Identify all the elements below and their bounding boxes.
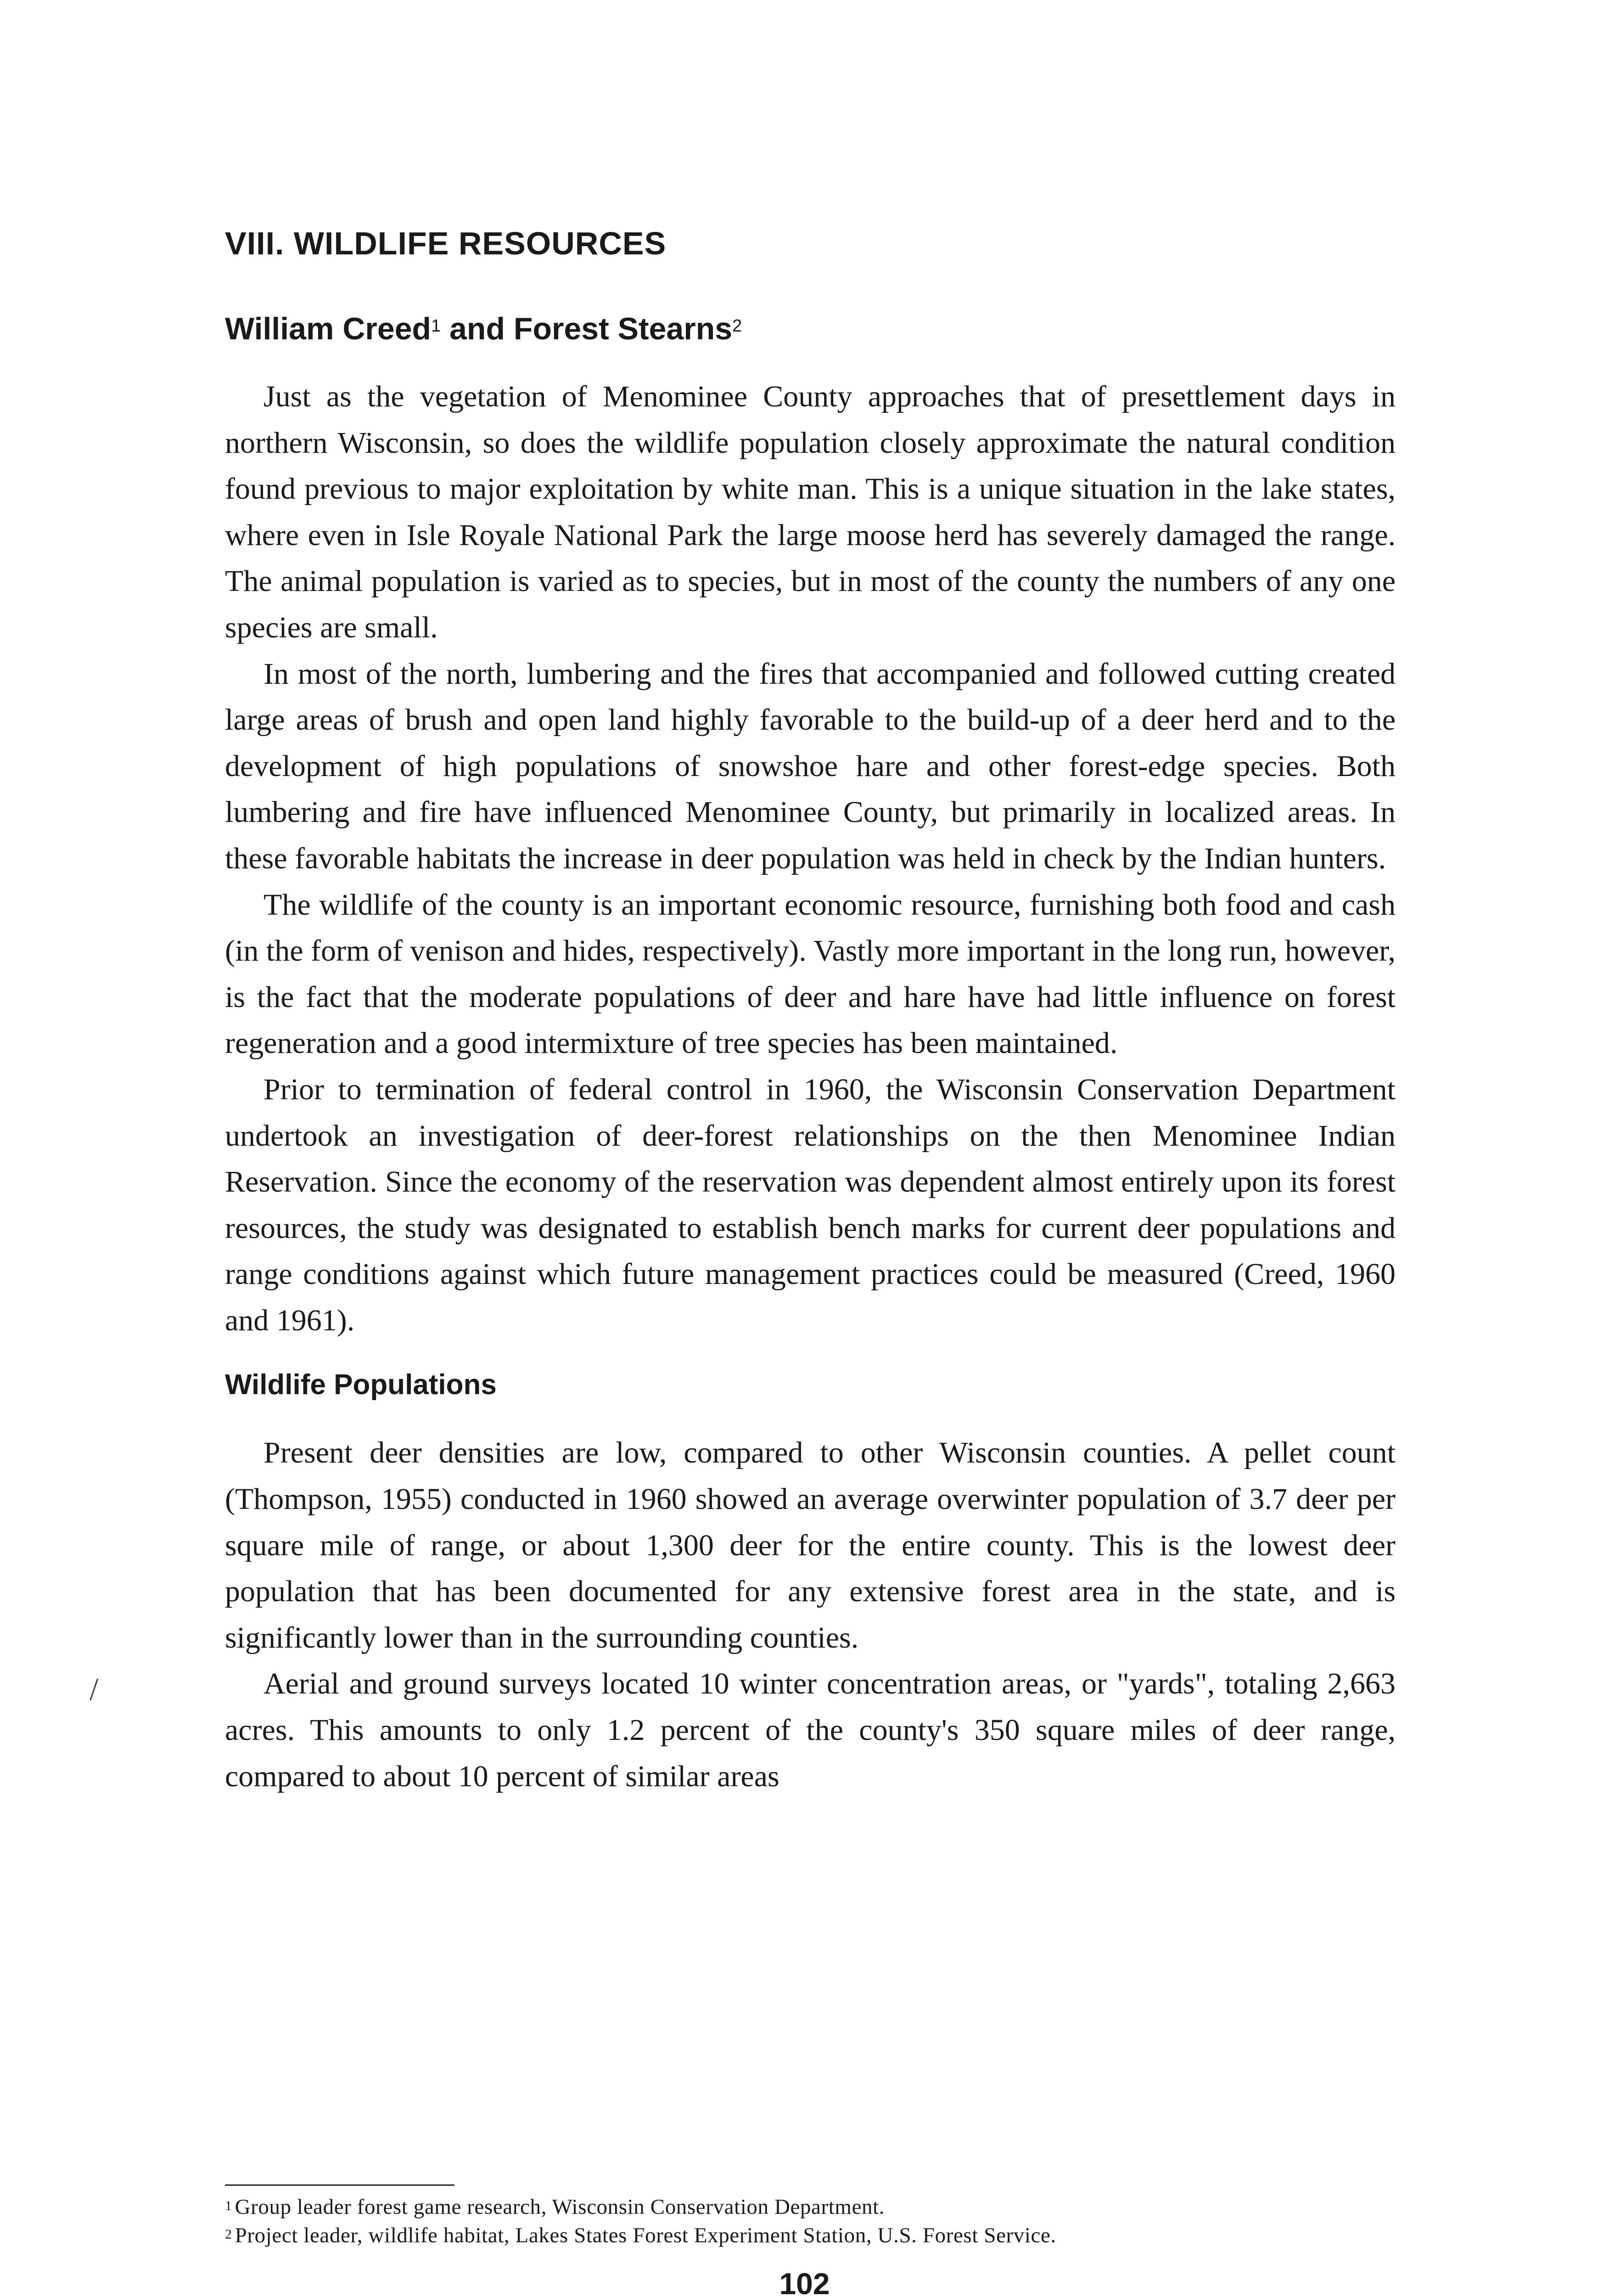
footnote-ref-1: 1 bbox=[431, 316, 441, 336]
footnote-ref-2: 2 bbox=[732, 316, 742, 336]
footnote-text: Group leader forest game research, Wisconsin Conservation Department. bbox=[235, 2195, 885, 2219]
paragraph: Just as the vegetation of Menominee County approaches that of presettlement days in northern Wisconsin, so does the wildlife population closely approximate the natural condition found previous to major exploitation by white man. This is a unique situation in the lake states, where even in Isle Royale National Park the large moose herd has severely damaged the range. The animal population is varied as to species, but in most of the county the numbers of any one species are small. bbox=[225, 380, 1396, 644]
paragraph: The wildlife of the county is an important economic resource, furnishing both food and cash (in the form of venison and hides, respectively). Vastly more important in the long run, however, is the fact that the moderate populations of deer and hare have had little influence on forest regeneration and a good intermixture of tree species has been maintained. bbox=[225, 888, 1396, 1060]
footnote-text: Project leader, wildlife habitat, Lakes States Forest Experiment Station, U.S. Forest Service. bbox=[235, 2223, 1056, 2247]
author-stearns: Forest Stearns bbox=[513, 311, 733, 346]
page-content bbox=[225, 220, 1396, 1800]
margin-pencil-mark: / bbox=[90, 1672, 99, 1707]
author-creed: William Creed bbox=[225, 311, 432, 346]
section-heading-wildlife-populations: Wildlife Populations bbox=[225, 1369, 497, 1401]
paragraph: Present deer densities are low, compared to other Wisconsin counties. A pellet count (Thompson, 1955) conducted in 1960 showed an average overwinter population of 3.7 deer per square mile of range, or about 1,300 deer for the entire county. This is the lowest deer population that has been documented for any extensive forest area in the state, and is significantly lower than in the surrounding counties. bbox=[225, 1436, 1396, 1654]
footnote-divider bbox=[225, 2184, 454, 2186]
authors-conjunction: and bbox=[441, 311, 514, 346]
body-text bbox=[225, 374, 1396, 1800]
paragraph: Prior to termination of federal control in 1960, the Wisconsin Conservation Department undertook an investigation of deer-forest relationships on the then Menominee Indian Reservation. Since the economy of the reservation was dependent almost entirely upon its forest resources, the study was designated to establish bench marks for current deer populations and range conditions against which future management practices could be measured (Creed, 1960 and 1961). bbox=[225, 1072, 1396, 1337]
footnote-marker: 1 bbox=[225, 2198, 232, 2213]
paragraph: Aerial and ground surveys located 10 winter concentration areas, or "yards", totaling 2,663 acres. This amounts to only 1.2 percent of the county's 350 square miles of deer range, compared to about 10 percent of similar areas bbox=[225, 1667, 1396, 1793]
footnote-1 bbox=[225, 2193, 1400, 2221]
footnote-marker: 2 bbox=[225, 2227, 232, 2242]
page-number: 102 bbox=[779, 2267, 830, 2296]
authors-line bbox=[225, 306, 1396, 352]
paragraph: In most of the north, lumbering and the fires that accompanied and followed cutting created large areas of brush and open land highly favorable to the build-up of a deer herd and to the development of high populations of snowshoe hare and other forest-edge species. Both lumbering and fire have influenced Menominee County, but primarily in localized areas. In these favorable habitats the increase in deer population was held in check by the Indian hunters. bbox=[225, 657, 1396, 875]
chapter-title: VIII. WILDLIFE RESOURCES bbox=[225, 225, 667, 261]
footnote-2 bbox=[225, 2221, 1400, 2250]
footnotes bbox=[225, 2193, 1400, 2250]
